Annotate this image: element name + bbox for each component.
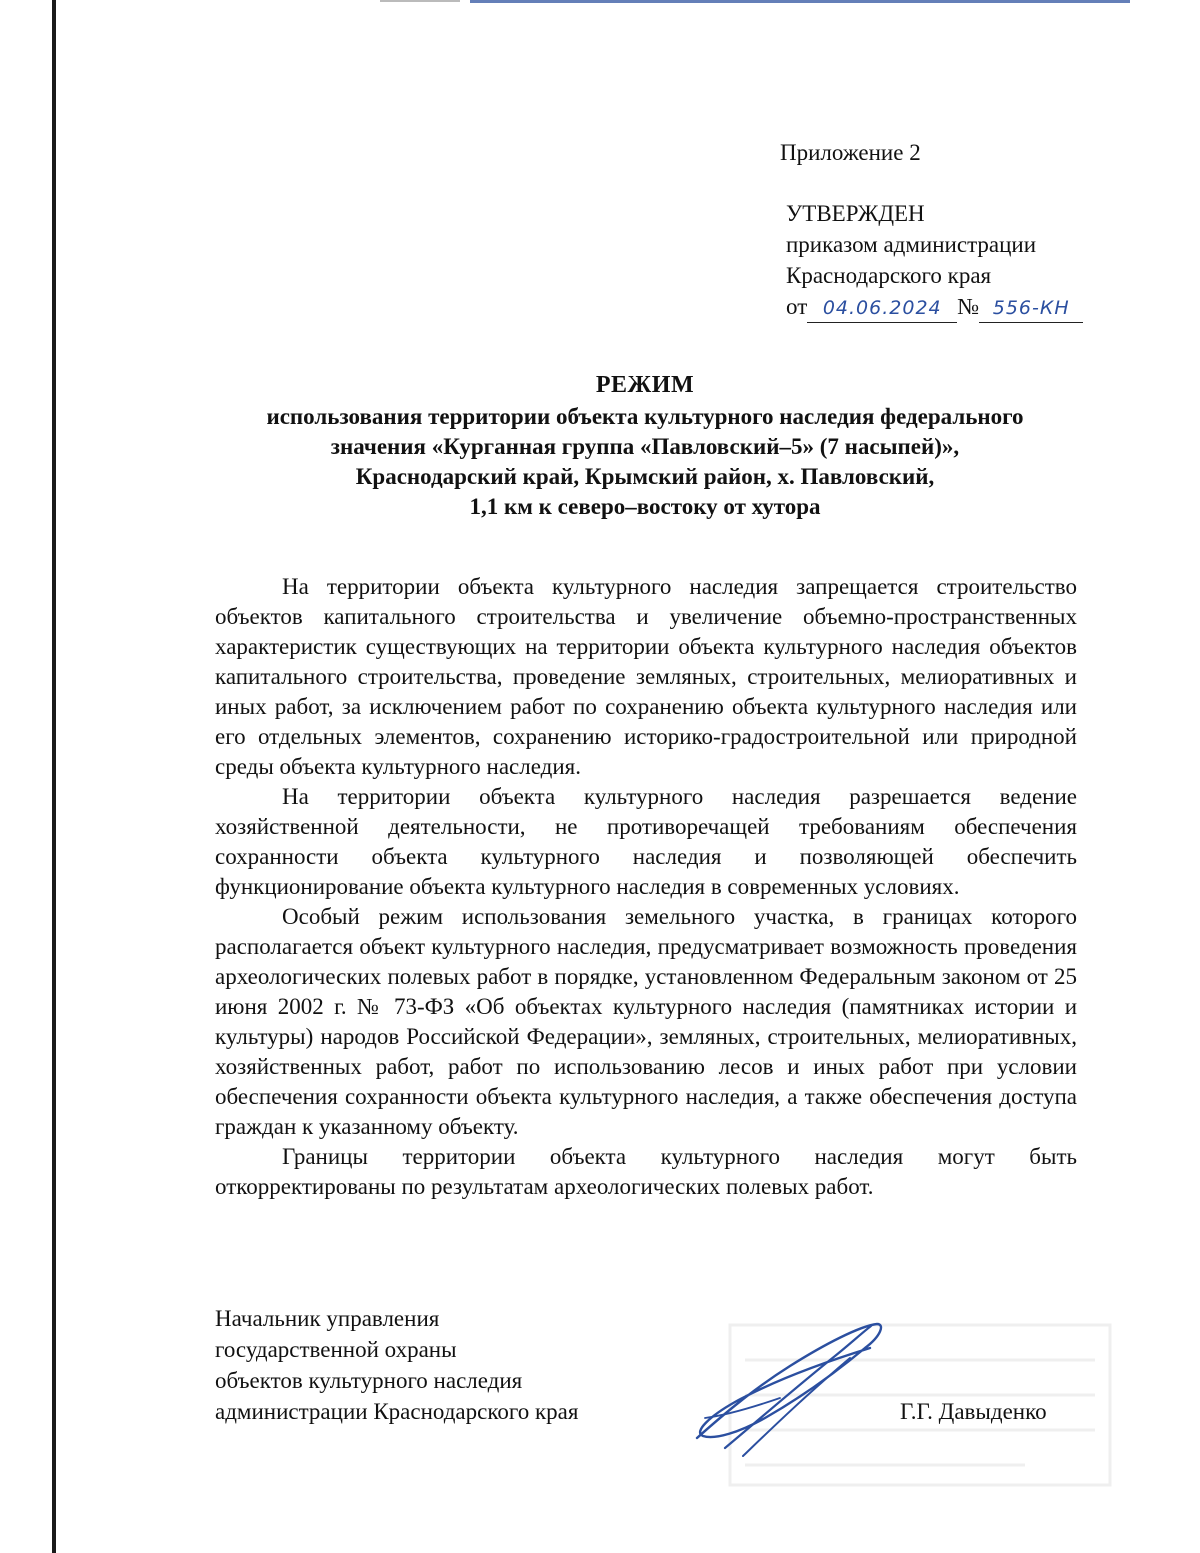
document-title [150,370,1140,522]
approval-heading: УТВЕРЖДЕН [786,201,925,226]
paragraph-permitted-activity: На территории объекта культурного наследия разрешается ведение хозяйственной деятельности, не противоречащей требованиям обеспечения сохранности объекта культурного наследия и позволяющей обеспечить функционирование объекта культурного наследия в современных условиях. [215,784,1077,899]
handwritten-order-date: 04.06.2024 [807,298,957,323]
title-line-2: значения «Курганная группа «Павловский–5» (7 насыпей)», [330,434,960,459]
paragraph-special-regime: Особый режим использования земельного участка, в границах которого располагается объект культурного наследия, предусматривает возможность проведения археологических полевых работ в порядке, установленном Федеральным законом от 25 июня 2002 г. № 73-ФЗ «Об объектах культурного наследия (памятниках истории и культуры) народов Российской Федерации», земляных, строительных, мелиоративных, хозяйственных работ, работ по использованию лесов и иных работ при условии обеспечения сохранности объекта культурного наследия, а также обеспечения доступа граждан к указанному объекту. [215,904,1077,1139]
appendix-label: Приложение 2 [780,140,921,165]
handwritten-order-number: 556-КН [979,298,1083,323]
paragraph-prohibitions: На территории объекта культурного наследия запрещается строительство объектов капитального строительства и увеличение объемно-пространственных характеристик существующих на территории объекта культурного наследия объектов капитального строительства, проведение земляных, строительных, мелиоративных и иных работ, за исключением работ по сохранению объекта культурного наследия или его отдельных элементов, сохранению историко-градостроительной или природной среды объекта культурного наследия. [215,574,1077,779]
title-main: РЕЖИМ [595,372,695,398]
order-number-label: № [957,294,980,319]
scan-left-edge [52,0,56,1553]
title-line-1: использования территории объекта культурного наследия федерального [266,404,1024,429]
scan-top-edge-mark [380,0,460,2]
signer-line-1: Начальник управления [215,1306,440,1331]
signer-line-2: государственной охраны [215,1337,457,1362]
approval-line-2: Краснодарского края [786,263,992,288]
document-body [215,572,1077,1202]
title-line-4: 1,1 км к северо–востоку от хутора [469,494,821,519]
signer-name: Г.Г. Давыденко [900,1399,1047,1424]
signer-line-4: администрации Краснодарского края [215,1399,579,1424]
order-from-label: от [786,294,808,319]
handwritten-signature [685,1318,895,1458]
approval-block [786,198,1146,323]
scan-top-edge [470,0,1130,3]
paragraph-boundaries: Границы территории объекта культурного наследия могут быть откорректированы по результатам археологических полевых работ. [215,1144,1077,1199]
approval-line-1: приказом администрации [786,232,1037,257]
signer-line-3: объектов культурного наследия [215,1368,523,1393]
signer-position [215,1303,578,1427]
title-line-3: Краснодарский край, Крымский район, х. Павловский, [355,464,935,489]
order-date-number-line [786,291,1146,323]
